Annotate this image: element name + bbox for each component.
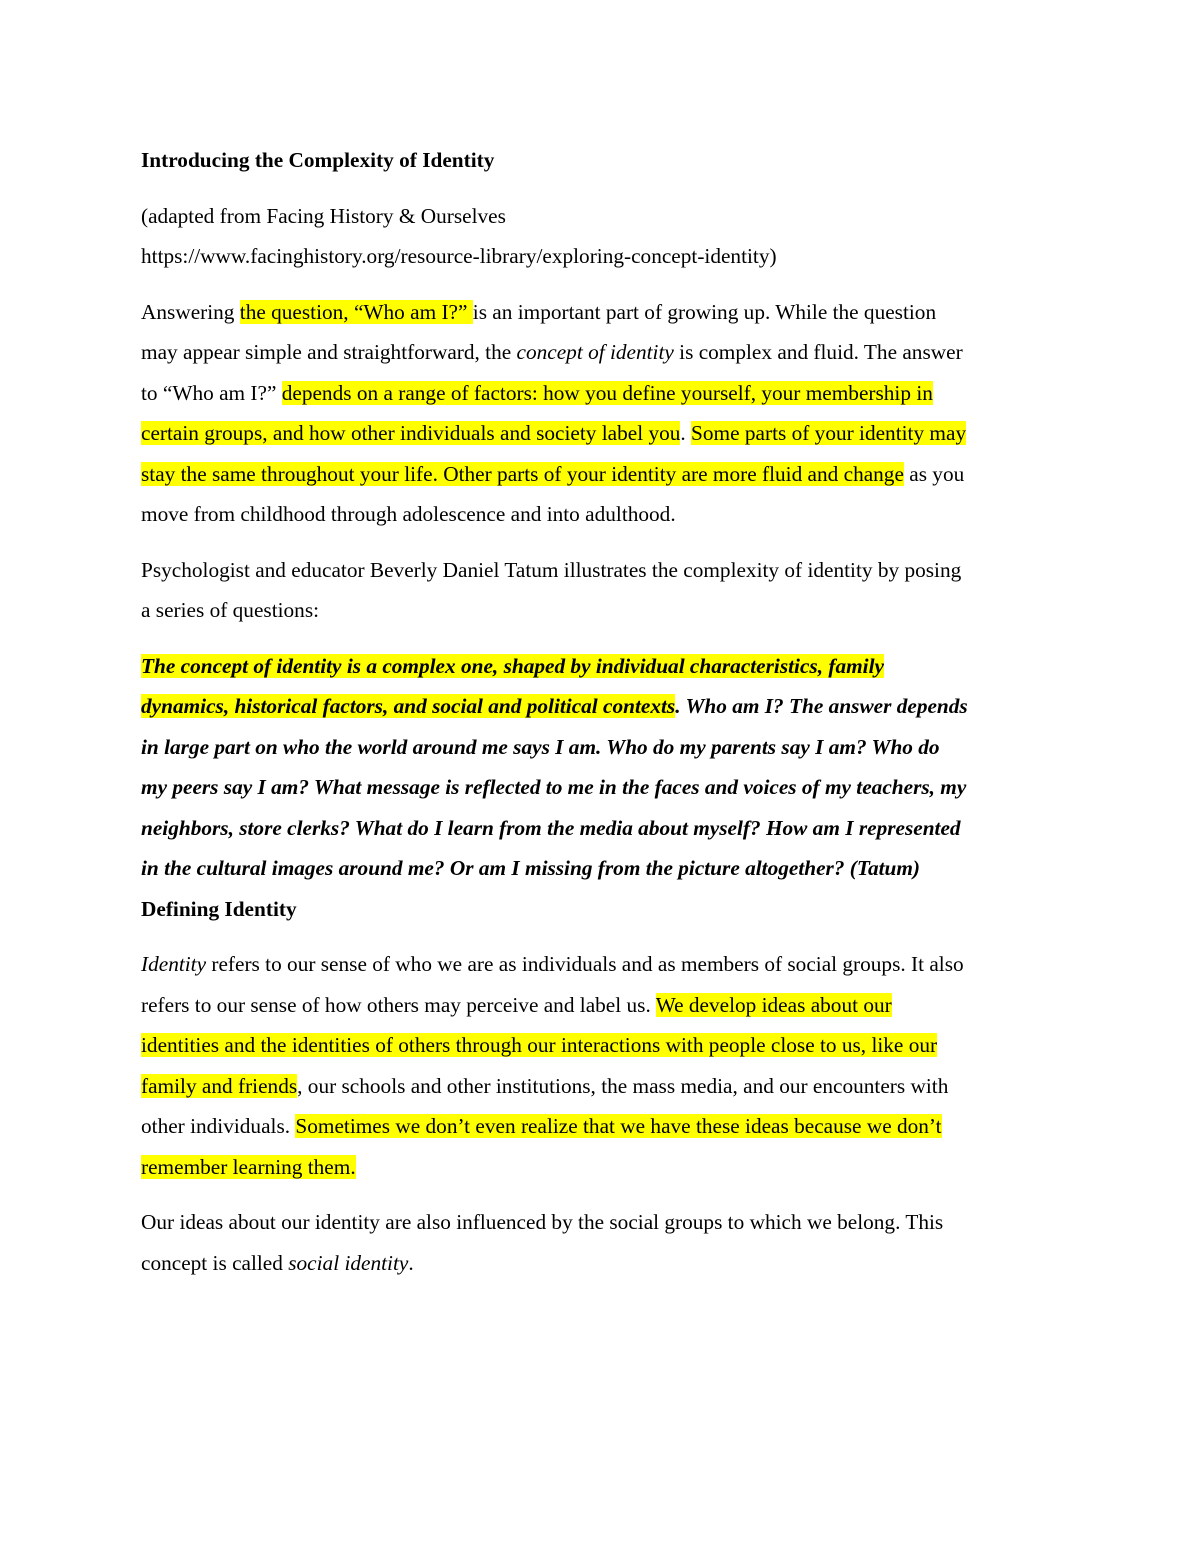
para3-line-3: [141, 1025, 1061, 1066]
para3-line-5: [141, 1106, 1061, 1147]
para4-line-1: Our ideas about our identity are also influenced by the social groups to which we belong. This: [141, 1210, 944, 1234]
text-run: Answering: [141, 299, 240, 324]
text-run: concept is called: [141, 1250, 289, 1275]
italic-term: social identity: [288, 1250, 409, 1275]
para4-line-2: [141, 1243, 1061, 1284]
text-run: refers to our sense of how others may perceive and label us.: [141, 992, 656, 1017]
para1-line-1: [141, 292, 1061, 333]
paragraph-social-identity: [141, 1202, 1061, 1283]
highlighted-text: depends on a range of factors: how you define yourself, your membership in: [281, 380, 933, 405]
para3-line-6: [141, 1147, 1061, 1188]
para3-line-4: [141, 1066, 1061, 1107]
para1-line-5: [141, 454, 1061, 495]
text-run: refers to our sense of who we are as individuals and as members of social groups. It also: [206, 952, 964, 976]
quote-line-5: neighbors, store clerks? What do I learn from the media about myself? How am I represented: [141, 815, 961, 840]
section-heading-defining-identity: Defining Identity: [141, 896, 297, 921]
para1-line-6: move from childhood through adolescence and into adulthood.: [141, 502, 676, 526]
text-run: to “Who am I?”: [141, 380, 282, 405]
text-run: other individuals.: [141, 1114, 296, 1138]
para3-line-1: [141, 944, 1061, 985]
source-url: https://www.facinghistory.org/resource-library/exploring-concept-identity): [141, 244, 777, 268]
paragraph-tatum-intro: [141, 550, 1061, 631]
text-run: may appear simple and straightforward, the: [141, 340, 517, 364]
highlighted-text: the question, “Who am I?”: [239, 299, 473, 324]
quote-line-4: my peers say I am? What message is reflected to me in the faces and voices of my teachers, my: [141, 775, 967, 799]
highlighted-text: The concept of identity is a complex one, shaped by individual characteristics, family: [141, 653, 884, 678]
para2-line-1: Psychologist and educator Beverly Daniel Tatum illustrates the complexity of identity by posing: [141, 557, 962, 582]
highlighted-text: identities and the identities of others through our interactions with people close to us, like our: [141, 1033, 938, 1057]
quote-line-1: [141, 646, 1061, 687]
para1-line-3: [141, 373, 1061, 414]
text-run: .: [680, 421, 692, 445]
highlighted-text: dynamics, historical factors, and social and political contexts: [141, 694, 676, 718]
quote-line-2: [141, 686, 1061, 727]
paragraph-who-am-i: [141, 292, 1061, 535]
tatum-quote: [141, 646, 1061, 889]
paragraph-defining-identity: [141, 944, 1061, 1187]
highlighted-text: remember learning them.: [141, 1154, 356, 1179]
para1-line-2: [141, 332, 1061, 373]
highlighted-text: family and friends: [141, 1073, 298, 1098]
quote-line-6: in the cultural images around me? Or am I missing from the picture altogether? (Tatum): [141, 856, 921, 880]
text-run: . Who am I? The answer depends: [675, 694, 968, 718]
para3-line-2: [141, 985, 1061, 1026]
highlighted-text: certain groups, and how other individuals and society label you: [141, 421, 681, 445]
para1-line-4: [141, 413, 1061, 454]
italic-term: Identity: [141, 952, 207, 976]
text-run: is complex and fluid. The answer: [673, 340, 963, 364]
text-run: is an important part of growing up. While the question: [472, 299, 937, 324]
source-line-1: (adapted from Facing History & Ourselves: [141, 203, 506, 228]
text-run: as you: [903, 461, 965, 486]
text-run: , our schools and other institutions, the mass media, and our encounters with: [297, 1073, 949, 1098]
italic-term: concept of identity: [516, 340, 674, 364]
document-body: [141, 140, 1061, 1283]
quote-line-3: in large part on who the world around me says I am. Who do my parents say I am? Who do: [141, 734, 940, 759]
highlighted-text: stay the same throughout your life. Other parts of your identity are more fluid and change: [141, 461, 904, 486]
highlighted-text: We develop ideas about our: [655, 992, 892, 1017]
source-note: [141, 196, 1061, 277]
highlighted-text: Some parts of your identity may: [691, 421, 967, 445]
highlighted-text: Sometimes we don’t even realize that we have these ideas because we don’t: [295, 1114, 942, 1138]
para2-line-2: a series of questions:: [141, 598, 320, 622]
text-run: .: [408, 1250, 414, 1275]
document-title: Introducing the Complexity of Identity: [141, 148, 495, 172]
